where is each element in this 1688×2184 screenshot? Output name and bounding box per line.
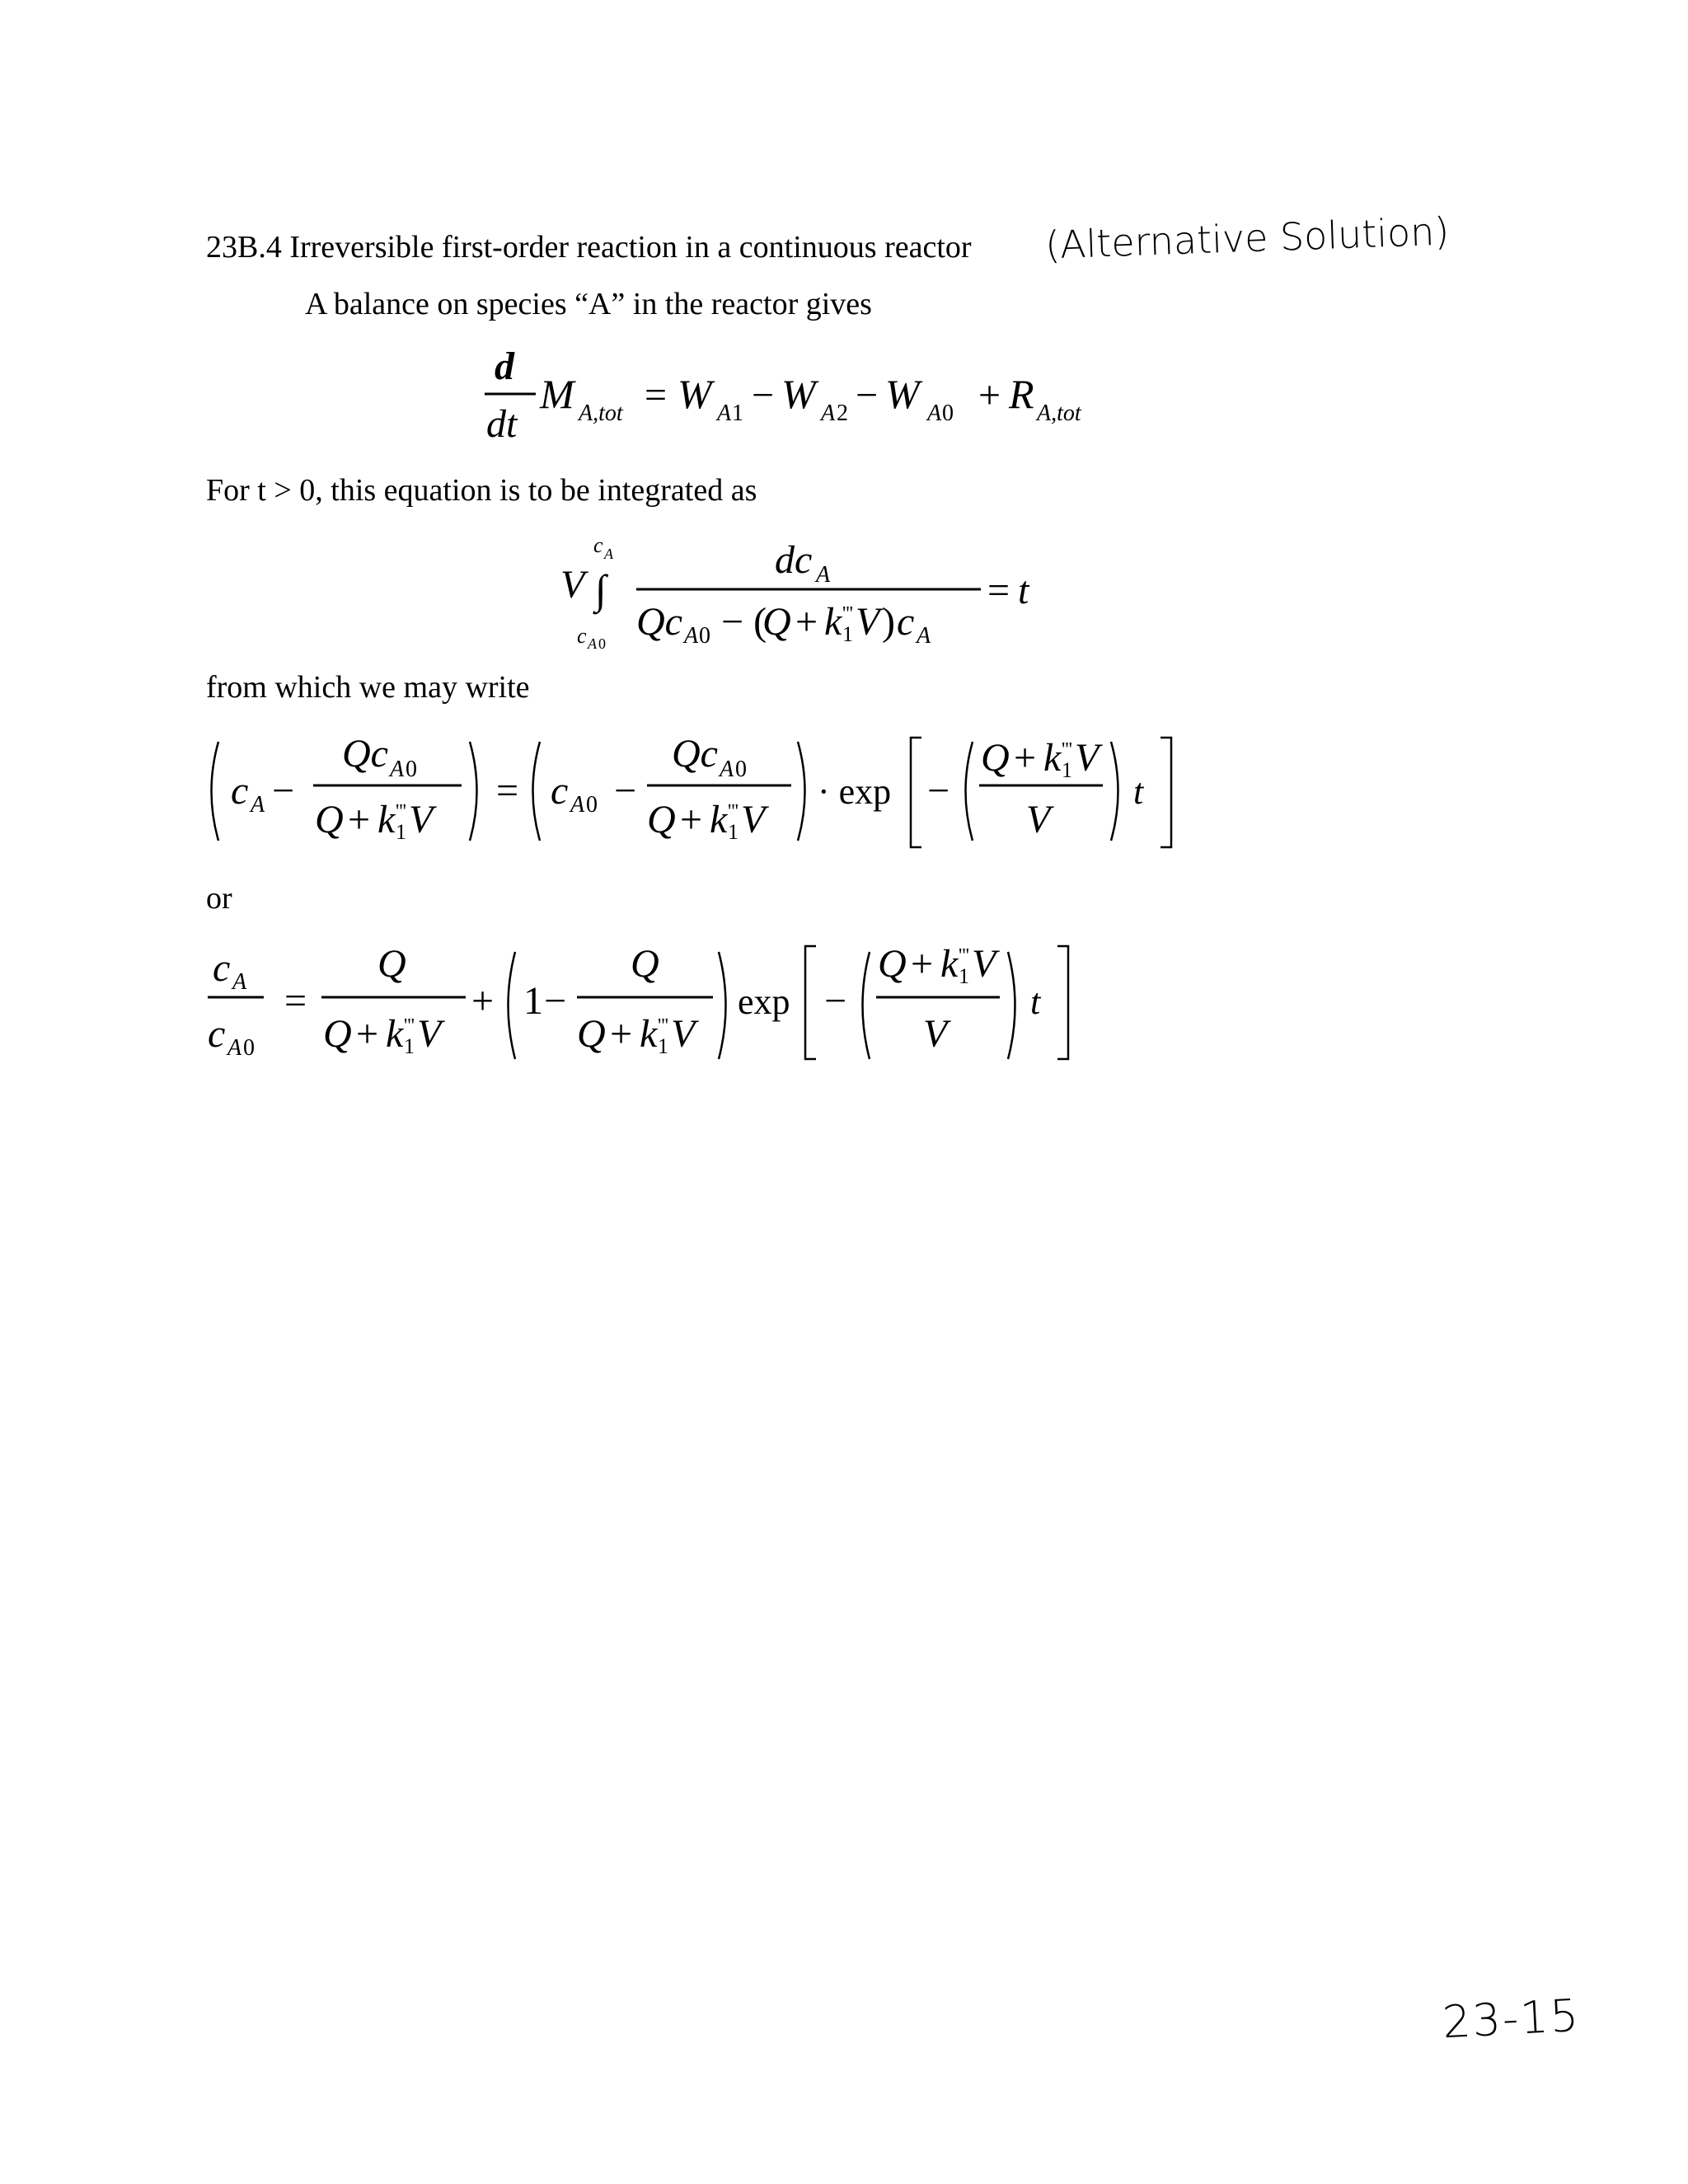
svg-text:A: A — [816, 562, 831, 588]
svg-text:''': ''' — [1062, 739, 1072, 761]
svg-text:+: + — [795, 600, 818, 644]
svg-text:c: c — [897, 600, 915, 644]
svg-text:A: A — [821, 401, 836, 426]
svg-text:''': ''' — [842, 603, 853, 625]
svg-text:0: 0 — [735, 757, 747, 782]
svg-text:V: V — [1075, 736, 1100, 780]
svg-text:''': ''' — [404, 1015, 415, 1037]
svg-text:V: V — [856, 600, 880, 644]
svg-text:0: 0 — [586, 792, 598, 818]
or-text: or — [206, 881, 232, 916]
svg-text:A: A — [684, 623, 699, 649]
integral-equation — [544, 527, 1055, 668]
svg-text:k: k — [940, 942, 959, 986]
svg-text:V: V — [972, 942, 996, 986]
svg-text:k: k — [1043, 736, 1062, 780]
svg-text:+: + — [978, 373, 1001, 417]
svg-text:W: W — [781, 371, 816, 417]
svg-text:− (: − ( — [721, 600, 767, 644]
svg-text:A: A — [227, 1035, 242, 1061]
svg-text:−: − — [927, 769, 950, 813]
svg-text:A: A — [570, 792, 585, 818]
svg-text:dc: dc — [775, 538, 813, 582]
svg-text:∫: ∫ — [595, 566, 607, 612]
svg-text:Q: Q — [323, 1012, 352, 1056]
svg-text:Qc: Qc — [342, 732, 388, 776]
svg-text:1: 1 — [523, 979, 543, 1023]
svg-text:c: c — [551, 769, 569, 813]
svg-text:Q: Q — [315, 798, 344, 841]
svg-text:Q: Q — [878, 942, 907, 986]
svg-text:0: 0 — [699, 623, 710, 649]
svg-text:V: V — [409, 798, 434, 841]
svg-text:A: A — [717, 401, 732, 426]
svg-text:0: 0 — [406, 757, 417, 782]
svg-text:=: = — [645, 373, 668, 417]
svg-text:0: 0 — [942, 401, 954, 426]
svg-text:1: 1 — [396, 820, 406, 844]
svg-text:M: M — [540, 371, 574, 417]
svg-text:A: A — [604, 546, 613, 562]
svg-text:Q: Q — [577, 1012, 606, 1056]
svg-text:−: − — [272, 769, 295, 813]
svg-text:W: W — [885, 371, 920, 417]
svg-text:+: + — [1014, 736, 1037, 780]
svg-text:k: k — [377, 798, 396, 841]
svg-text:Q: Q — [377, 942, 406, 986]
svg-text:A,tot: A,tot — [1037, 401, 1081, 426]
svg-text:Qc: Qc — [672, 732, 718, 776]
svg-text:−: − — [544, 979, 567, 1023]
svg-text:A: A — [917, 623, 931, 649]
svg-text:''': ''' — [396, 801, 406, 823]
svg-text:· exp: · exp — [818, 771, 892, 812]
svg-text:''': ''' — [959, 945, 969, 967]
svg-text:0: 0 — [598, 635, 606, 652]
svg-text:k: k — [640, 1012, 658, 1056]
svg-text:−: − — [856, 373, 879, 417]
solution-equation-2 — [198, 931, 1187, 1080]
svg-text:A,tot: A,tot — [579, 401, 623, 426]
svg-text:k: k — [824, 600, 842, 644]
svg-text:A: A — [588, 635, 597, 652]
svg-text:t: t — [1133, 771, 1144, 812]
svg-text:A: A — [720, 757, 734, 782]
svg-text:+: + — [610, 1012, 633, 1056]
svg-text:V: V — [923, 1012, 948, 1056]
svg-text:1: 1 — [658, 1034, 668, 1058]
svg-text:+: + — [356, 1012, 379, 1056]
svg-text:1: 1 — [1062, 758, 1072, 782]
svg-text:+: + — [471, 979, 495, 1023]
svg-text:A: A — [927, 401, 942, 426]
problem-heading: 23B.4 Irreversible first-order reaction in a continuous reactor — [206, 230, 972, 265]
svg-text:c: c — [577, 624, 587, 648]
svg-text:V: V — [671, 1012, 696, 1056]
svg-text:V: V — [560, 563, 585, 607]
svg-text:W: W — [678, 371, 712, 417]
svg-text:Q: Q — [762, 600, 791, 644]
svg-text:1: 1 — [732, 401, 743, 426]
svg-text:Q: Q — [631, 942, 659, 986]
svg-text:V: V — [1026, 798, 1051, 841]
svg-text:0: 0 — [243, 1035, 255, 1061]
svg-text:k: k — [386, 1012, 404, 1056]
write-text: from which we may write — [206, 670, 530, 705]
svg-text:V: V — [417, 1012, 442, 1056]
svg-text:''': ''' — [658, 1015, 668, 1037]
svg-text:=: = — [987, 569, 1010, 612]
svg-text:t: t — [1018, 569, 1029, 612]
svg-text:Q: Q — [981, 736, 1010, 780]
svg-text:−: − — [614, 769, 637, 813]
integration-text: For t > 0, this equation is to be integrated as — [206, 473, 757, 508]
svg-text:): ) — [882, 600, 895, 644]
svg-text:1: 1 — [404, 1034, 415, 1058]
svg-text:c: c — [208, 1012, 226, 1056]
svg-text:exp: exp — [738, 982, 790, 1022]
svg-text:c: c — [231, 769, 249, 813]
svg-text:c: c — [593, 533, 603, 557]
svg-text:t: t — [1030, 982, 1041, 1022]
svg-text:+: + — [911, 942, 934, 986]
svg-text:−: − — [824, 979, 847, 1023]
balance-equation — [462, 338, 1137, 462]
solution-equation-1 — [198, 725, 1220, 865]
svg-text:+: + — [680, 798, 703, 841]
svg-text:+: + — [348, 798, 371, 841]
svg-text:V: V — [741, 798, 766, 841]
svg-text:Qc: Qc — [636, 600, 682, 644]
svg-text:A: A — [232, 969, 247, 995]
handwritten-note: (Alternative Solution) — [1044, 209, 1451, 268]
svg-text:''': ''' — [728, 801, 738, 823]
intro-text: A balance on species “A” in the reactor gives — [305, 287, 872, 321]
svg-text:dt: dt — [486, 402, 518, 446]
svg-text:Q: Q — [647, 798, 676, 841]
svg-text:c: c — [213, 946, 231, 990]
svg-text:A: A — [251, 792, 265, 818]
svg-text:=: = — [284, 979, 307, 1023]
svg-text:A: A — [390, 757, 405, 782]
svg-text:1: 1 — [842, 622, 853, 646]
svg-text:−: − — [752, 373, 775, 417]
svg-text:=: = — [496, 769, 519, 813]
svg-text:R: R — [1009, 371, 1034, 417]
svg-text:d: d — [495, 344, 514, 388]
svg-text:1: 1 — [959, 964, 969, 988]
svg-text:2: 2 — [837, 401, 848, 426]
svg-text:1: 1 — [728, 820, 738, 844]
svg-text:k: k — [710, 798, 728, 841]
page-number: 23-15 — [1441, 1989, 1582, 2049]
